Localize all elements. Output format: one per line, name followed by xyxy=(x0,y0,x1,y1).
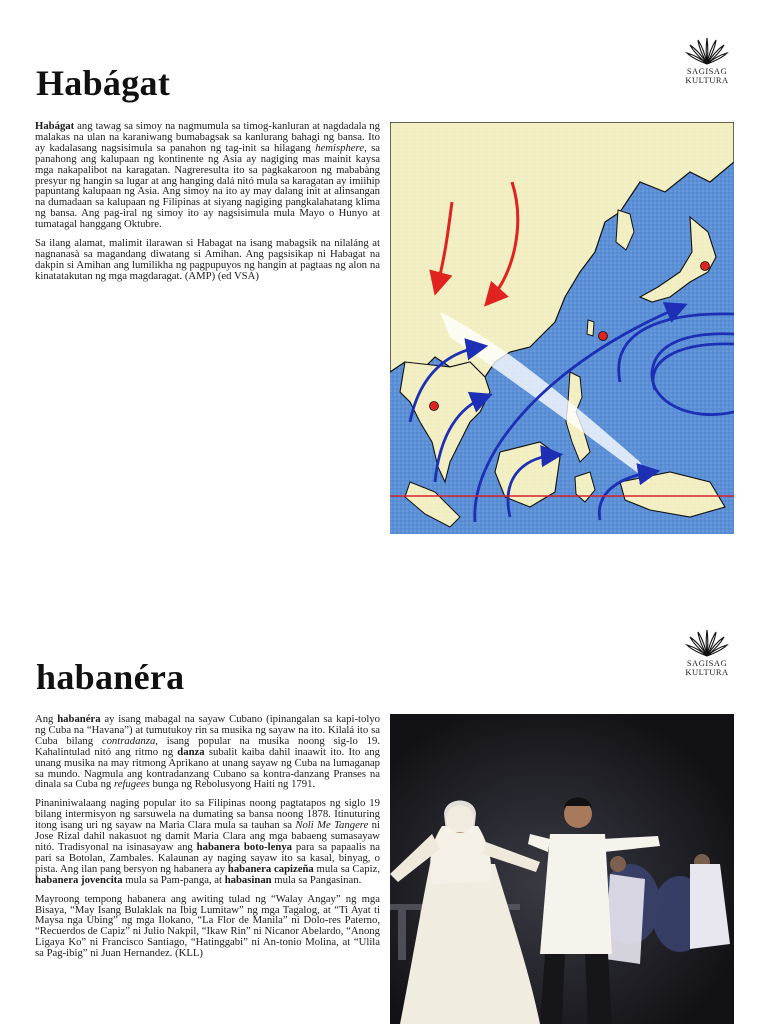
entry-title: Habágat xyxy=(36,63,171,103)
entry-body xyxy=(35,121,380,290)
logo-line-2: KULTURA xyxy=(685,667,729,677)
bold-term: habasinan xyxy=(224,873,272,886)
paragraph xyxy=(35,238,380,282)
bold-term: danza xyxy=(177,745,205,758)
text-run: , sa panahong ang kalupaan ng kontinente ng Asia ay nagiging mas mainit kaysa mga nakapalibot na karagatan. Nagreresulta ito sa pagkakaroon ng mababàng presyur ng hangin sa lugar at ang hanging dalá nitó mula sa karagatan ay imiihip papuntang kalupaan ng Asia. Ang simoy na ito ay may dalang init at alinsangan na dumadaan sa kalupaan ng Filipinas at siyang nagiging pangkalahatang klima ng bansa. Ang pag-iral ng simoy ito ay nagsisimula mula Mayo o Hunyo at tumatagal hanggang Oktubre. xyxy=(35,141,380,231)
bold-term: habanera capizeña xyxy=(227,862,314,875)
paragraph xyxy=(35,894,380,959)
text-run: Sa ilang alamat, malimit ilarawan si Habagat na isang mabagsik na nilaláng at nagnanasà sa magandang diwatang si Amihan. Ang pagsisikap ni Habagat na dakpin si Amihan ang lumilikha ng pagpupuyos ng hangin at pagtaas ng alon na kinatatakutan ng mga magdaragat. (AMP) (ed VSA) xyxy=(35,237,380,282)
entry-title: habanéra xyxy=(36,657,185,697)
lotus-icon xyxy=(685,628,729,658)
text-run: Mayroong tempong habanera ang awiting tulad ng “Walay Angay” ng mga Bisaya, “May Isang Bulaklak na Ibig Lumitaw” ng mga Tagalog, at “Ti Ayat ti Maysa nga Ubing” ng mga Ilokano, “La Flor de Manila” ni Dolo-res Paterno, “Recuerdos de Capiz” ni Julio Nakpil, “Ikaw Rin” ni Nicanor Abelardo, “Anong Ligaya Ko” ni Francisco Santiago, “Hatinggabi” ni An-tonio Molina, at “Ulila sa Pag-ibig” ni Juan Hernandez. (KLL) xyxy=(35,892,380,960)
lotus-icon xyxy=(685,36,729,66)
text-run: ang tawag sa simoy na nagmumula sa timog-kanluran at nagdadala ng malakas na ulan na karaniwang bumabagsak sa kanlurang bahagi ng bansa. Ito ay kadalasang nagsisimula sa panahon ng tag-init sa hilagang xyxy=(35,120,380,154)
text-run: Ang xyxy=(35,713,58,725)
entry-habanera xyxy=(0,600,768,1024)
entry-body xyxy=(35,714,380,967)
text-run: bunga ng Rebolusyong Haiti ng 1791. xyxy=(149,778,316,791)
dancers-photo xyxy=(390,714,734,1024)
italic-term: refugees xyxy=(113,778,150,791)
bold-term: habanéra xyxy=(57,713,101,725)
text-run: ay isang mabagal na sayaw Cubano (ipinangalan sa kapi-tolyo ng Cuba na “Havana”) at tumutukoy rin sa musika ng sayaw na ito. Kilalá ito sa Cuba bilang xyxy=(35,713,381,747)
text-run: mula sa Pangasinan. xyxy=(271,873,362,886)
sagisag-kultura-logo xyxy=(676,628,738,676)
bold-term: Habágat xyxy=(35,120,75,132)
map-illustration xyxy=(390,122,734,534)
paragraph xyxy=(35,121,380,230)
text-run: ni Jose Rizal dahil nakasuot ng damit Maria Clara ang mga babaeng sumasayaw nitó. Tradisyonal na isinasayaw ang xyxy=(35,819,380,853)
monsoon-map xyxy=(390,122,734,534)
logo-line-1: SAGISAG xyxy=(686,658,728,668)
bold-term: habanera jovencita xyxy=(35,873,123,886)
text-run: mula sa Pam-panga, at xyxy=(122,873,225,886)
paragraph xyxy=(35,798,380,885)
dancers-illustration xyxy=(390,714,734,1024)
text-run: , isang popular na musika noong sig-lo 19. Kahalintulad nitó ang ritmo ng xyxy=(35,734,380,758)
logo-line-2: KULTURA xyxy=(685,75,729,85)
italic-term: hemisphere xyxy=(315,141,365,154)
logo-line-1: SAGISAG xyxy=(686,66,728,76)
sagisag-kultura-logo xyxy=(676,36,738,84)
paragraph xyxy=(35,714,380,790)
italic-term: contradanza xyxy=(101,734,156,747)
bold-term: habanera boto-lenya xyxy=(196,840,293,853)
text-run: Pinaniniwalaang naging popular ito sa Filipinas noong pagtatapos ng siglo 19 bilang intermisyon ng sarsuwela na dumating sa bansa noong 1878. Itinuturing itong isang uri ng sayaw na Maria Clara mula sa tauhan sa xyxy=(35,797,380,832)
italic-term: Noli Me Tangere xyxy=(295,819,369,832)
text-run: para sa papaalis na pari sa Botolan, Zambales. Kalaunan ay naging sayaw ito sa kasal, binyag, o pista. Ang ilan pang bersyon ng habanera ay xyxy=(35,840,380,875)
text-run: subalit kaiba dahil inaawit ito. Ito ang unang musika na may ritmong Aprikano at unang sayaw ng Cuba na lumaganap sa mundo. Nagmula ang kontradanzang Cubano sa kontra-danzang Pranses na dinala sa Cuba ng xyxy=(35,745,380,791)
text-run: mula sa Capiz, xyxy=(313,862,380,875)
